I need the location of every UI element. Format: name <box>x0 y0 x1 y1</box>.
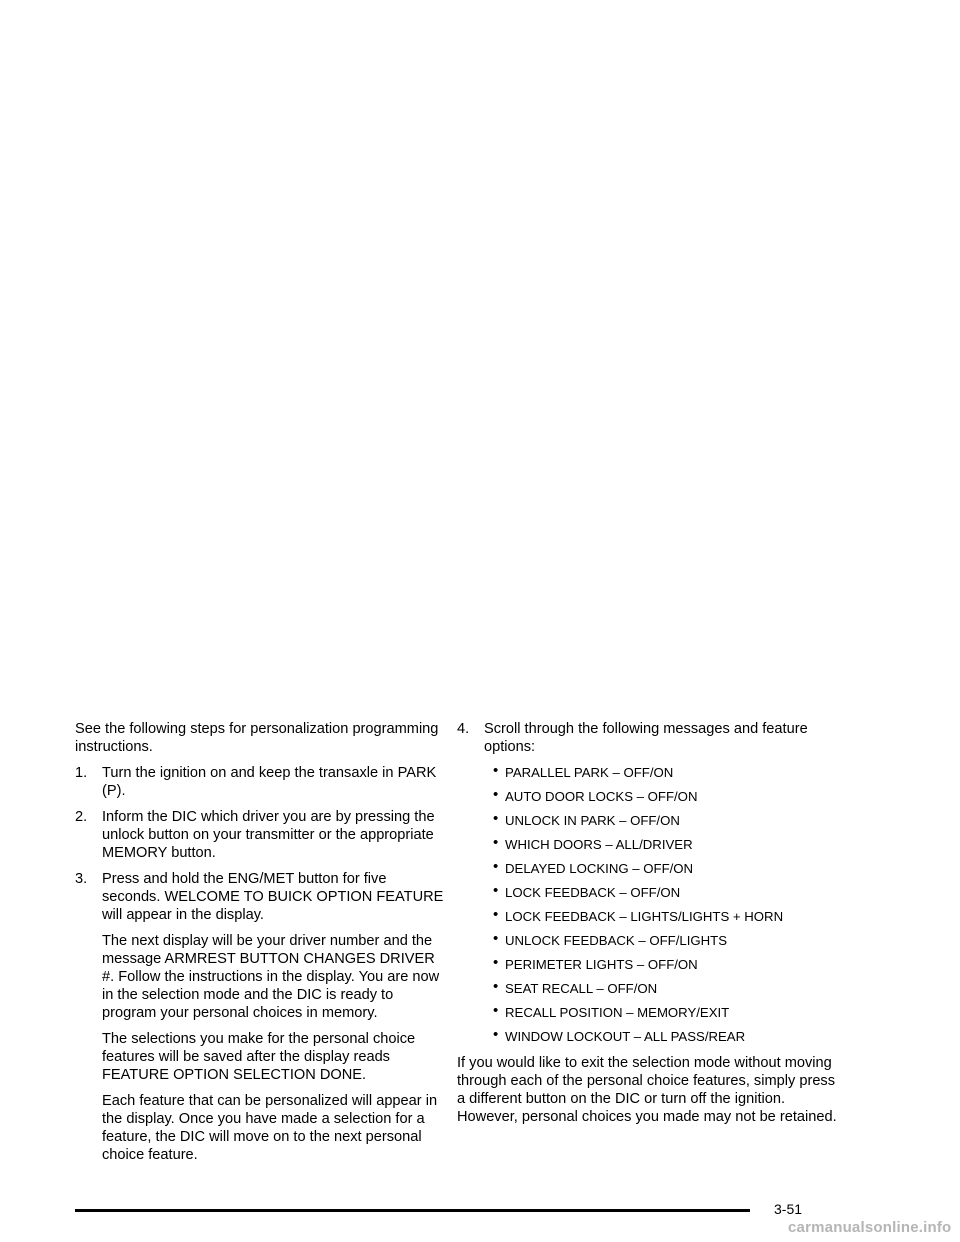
feature-options-list <box>457 764 847 1046</box>
step-text: Inform the DIC which driver you are by pressing the unlock button on your transmitter or the appropriate MEMORY button. <box>102 809 435 861</box>
footer-rule <box>75 1209 750 1212</box>
bullet-icon: • <box>493 858 499 875</box>
bullet-icon: • <box>493 978 499 995</box>
intro-paragraph: See the following steps for personalization programming instructions. <box>75 721 439 755</box>
bullet-icon: • <box>493 1002 499 1019</box>
watermark: carmanualsonline.info <box>788 1219 952 1236</box>
list-item: • AUTO DOOR LOCKS – OFF/ON <box>493 786 698 804</box>
closing-paragraph: If you would like to exit the selection mode without moving through each of the personal choice features, simply press a different button on the DIC or turn off the ignition. However, personal choices you made may not be retained. <box>457 1055 837 1125</box>
list-item: • UNLOCK IN PARK – OFF/ON <box>493 810 680 828</box>
step-number: 3. <box>75 871 88 887</box>
step-1 <box>75 764 445 800</box>
list-item: • DELAYED LOCKING – OFF/ON <box>493 858 694 876</box>
page-number: 3-51 <box>774 1201 803 1217</box>
bullet-icon: • <box>493 762 499 779</box>
step-2 <box>75 808 445 862</box>
bullet-icon: • <box>493 954 499 971</box>
list-item: • RECALL POSITION – MEMORY/EXIT <box>493 1002 730 1020</box>
step-text: Press and hold the ENG/MET button for five seconds. WELCOME TO BUICK OPTION FEATURE will appear in the display. <box>102 871 444 923</box>
step-3-paragraph: The selections you make for the personal choice features will be saved after the display reads FEATURE OPTION SELECTION DONE. <box>102 1031 416 1083</box>
step-text: Turn the ignition on and keep the transaxle in PARK (P). <box>102 765 437 799</box>
step-3 <box>75 870 445 924</box>
step-3-paragraph: Each feature that can be personalized will appear in the display. Once you have made a selection for a feature, the DIC will move on to the next personal choice feature. <box>102 1093 438 1163</box>
right-column <box>457 720 847 1126</box>
left-column <box>75 720 445 1172</box>
step-text: Scroll through the following messages and feature options: <box>484 721 808 755</box>
list-item: • LOCK FEEDBACK – OFF/ON <box>493 882 681 900</box>
bullet-icon: • <box>493 834 499 851</box>
list-item: • WINDOW LOCKOUT – ALL PASS/REAR <box>493 1026 746 1044</box>
step-4 <box>457 720 847 756</box>
list-item: • PARALLEL PARK – OFF/ON <box>493 762 674 780</box>
step-3-paragraph: The next display will be your driver number and the message ARMREST BUTTON CHANGES DRIVER #. Follow the instructions in the display. You are now in the selection mode and the DIC is ready to program your personal choices in memory. <box>102 933 440 1021</box>
step-number: 4. <box>457 721 470 737</box>
list-item: • WHICH DOORS – ALL/DRIVER <box>493 834 693 852</box>
list-item: • UNLOCK FEEDBACK – OFF/LIGHTS <box>493 930 728 948</box>
bullet-icon: • <box>493 882 499 899</box>
step-number: 2. <box>75 809 88 825</box>
list-item: • LOCK FEEDBACK – LIGHTS/LIGHTS + HORN <box>493 906 784 924</box>
bullet-icon: • <box>493 930 499 947</box>
bullet-icon: • <box>493 1026 499 1043</box>
list-item: • SEAT RECALL – OFF/ON <box>493 978 658 996</box>
bullet-icon: • <box>493 786 499 803</box>
list-item: • PERIMETER LIGHTS – OFF/ON <box>493 954 698 972</box>
bullet-icon: • <box>493 810 499 827</box>
bullet-icon: • <box>493 906 499 923</box>
step-number: 1. <box>75 765 88 781</box>
